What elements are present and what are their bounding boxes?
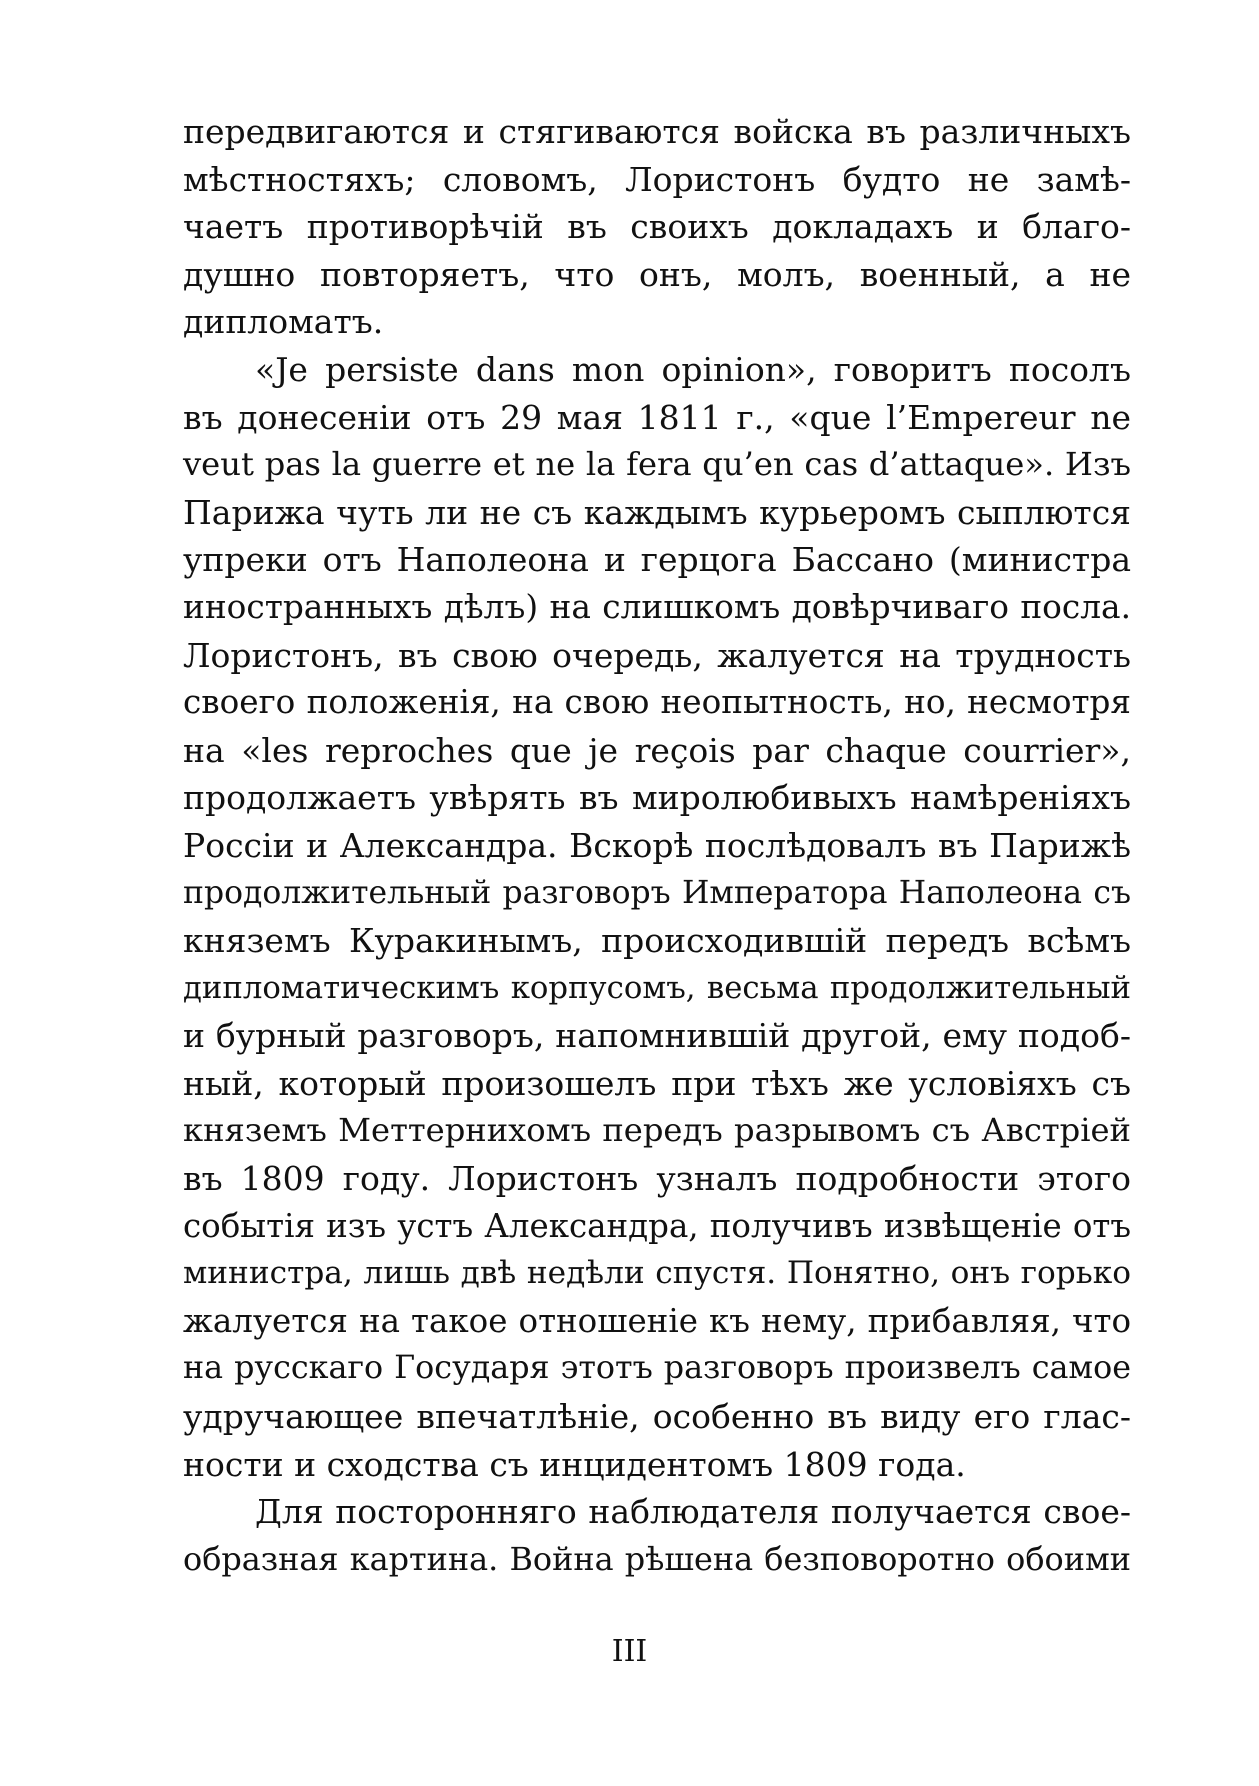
text-line: дипломатическимъ корпусомъ, весьма продолжительный	[183, 969, 1131, 1006]
text-line: княземъ Куракинымъ, происходившій передъ всѣмъ	[183, 921, 1131, 961]
text-line: дипломатъ.	[183, 302, 384, 342]
text-line: въ 1809 году. Лористонъ узналъ подробности этого	[183, 1159, 1131, 1199]
text-line: княземъ Меттернихомъ передъ разрывомъ съ Австріей	[183, 1111, 1131, 1150]
text-line: продолжительный разговоръ Императора Наполеона съ	[183, 874, 1131, 911]
text-line: въ донесеніи отъ 29 мая 1811 г., «que l’Empereur ne	[183, 397, 1131, 437]
text-line: Парижа чуть ли не съ каждымъ курьеромъ сыплются	[183, 492, 1131, 532]
text-line: упреки отъ Наполеона и герцога Бассано (министра	[183, 540, 1131, 580]
text-line: событія изъ устъ Александра, получивъ извѣщеніе отъ	[183, 1206, 1131, 1245]
text-line: продолжаетъ увѣрять въ миролюбивыхъ намѣреніяхъ	[183, 778, 1131, 818]
text-line: Россіи и Александра. Вскорѣ послѣдовалъ въ Парижѣ	[183, 825, 1131, 865]
body-text	[183, 108, 1131, 1583]
text-line: своего положенія, на свою неопытность, но, несмотря	[183, 683, 1131, 722]
text-line: veut pas la guerre et ne la fera qu’en cas d’attaque». Изъ	[183, 445, 1131, 484]
text-line: ности и сходства съ инцидентомъ 1809 года.	[183, 1444, 966, 1484]
text-line: ный, который произошелъ при тѣхъ же условіяхъ съ	[183, 1063, 1131, 1103]
text-line: Для посторонняго наблюдателя получается свое-	[255, 1492, 1131, 1532]
text-line: на «les reproches que je reçois par chaque courrier»,	[183, 730, 1131, 770]
text-line: министра, лишь двѣ недѣли спустя. Понятно, онъ горько	[183, 1255, 1131, 1292]
text-line: на русскаго Государя этотъ разговоръ произвелъ самое	[183, 1350, 1131, 1387]
text-line: Лористонъ, въ свою очередь, жалуется на трудность	[183, 635, 1131, 675]
text-line: чаетъ противорѣчій въ своихъ докладахъ и благо-	[183, 207, 1131, 247]
text-line: иностранныхъ дѣлъ) на слишкомъ довѣрчиваго посла.	[183, 587, 1131, 626]
text-line: мѣстностяхъ; словомъ, Лористонъ будто не замѣ-	[183, 159, 1131, 199]
text-line: «Je persiste dans mon opinion», говоритъ посолъ	[255, 349, 1131, 389]
text-line: жалуется на такое отношеніе къ нему, прибавляя, что	[183, 1301, 1131, 1340]
page-number: III	[611, 1634, 648, 1669]
text-line: передвигаются и стягиваются войска въ различныхъ	[183, 112, 1131, 151]
text-line: удручающее впечатлѣніе, особенно въ виду его глас-	[183, 1397, 1131, 1437]
text-line: образная картина. Война рѣшена безповоротно обоими	[183, 1539, 1131, 1578]
text-line: душно повторяетъ, что онъ, молъ, военный, а не	[183, 254, 1131, 294]
text-line: и бурный разговоръ, напомнившій другой, ему подоб-	[183, 1016, 1131, 1056]
